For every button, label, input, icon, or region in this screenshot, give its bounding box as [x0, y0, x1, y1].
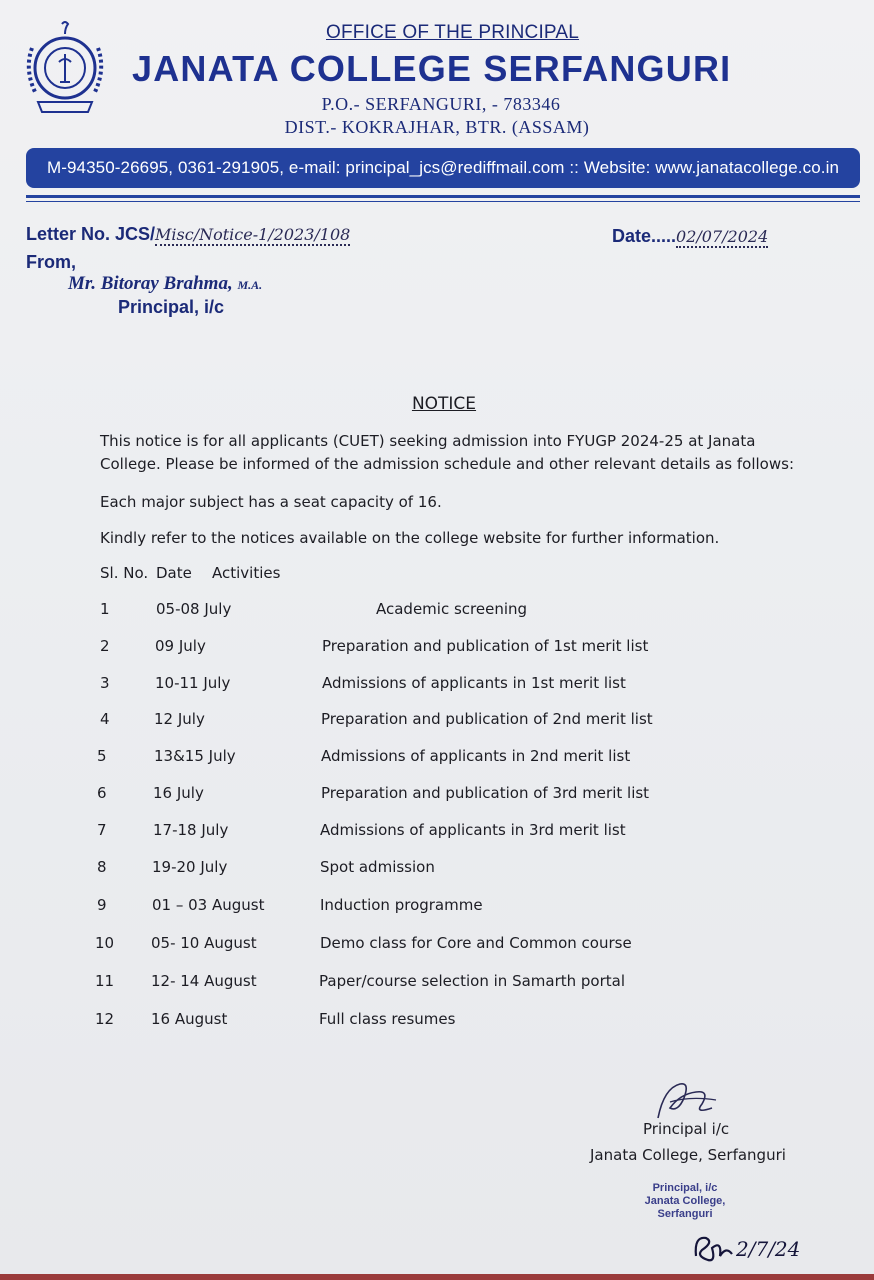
row-serial-number: 4 — [100, 710, 110, 728]
row-date: 16 August — [151, 1010, 228, 1028]
row-serial-number: 6 — [97, 784, 107, 802]
row-activity: Admissions of applicants in 3rd merit list — [320, 821, 626, 839]
column-header-activities: Activities — [212, 564, 281, 582]
row-activity: Paper/course selection in Samarth portal — [319, 972, 626, 990]
row-date: 10-11 July — [155, 674, 231, 692]
column-header-date: Date — [156, 564, 192, 582]
intro-line-1: This notice is for all applicants (CUET) seeking admission into FYUGP 2024-25 at Janata — [100, 432, 756, 450]
seat-capacity-text: Each major subject has a seat capacity of 16. — [100, 493, 442, 511]
row-date: 13&15 July — [154, 747, 236, 765]
from-name — [68, 273, 262, 295]
row-date: 05-08 July — [156, 600, 232, 618]
sender-name: Mr. Bitoray Brahma, — [68, 273, 233, 294]
initials-date: 2/7/24 — [736, 1237, 801, 1261]
row-serial-number: 11 — [95, 972, 115, 990]
notice-heading: NOTICE — [411, 394, 477, 414]
row-date: 12- 14 August — [151, 972, 257, 990]
row-date: 17-18 July — [153, 821, 229, 839]
row-activity: Preparation and publication of 2nd merit list — [321, 710, 653, 728]
notice-intro — [100, 430, 800, 476]
row-date: 12 July — [154, 710, 205, 728]
handwritten-initials — [690, 1226, 820, 1270]
header-rule — [26, 195, 860, 198]
principal-signature — [650, 1078, 720, 1122]
row-activity: Spot admission — [320, 858, 435, 876]
row-serial-number: 12 — [95, 1010, 115, 1028]
date-label: Date — [612, 226, 652, 246]
office-title: OFFICE OF THE PRINCIPAL — [326, 22, 580, 43]
row-date: 16 July — [153, 784, 204, 802]
column-header-sl: Sl. No. — [100, 564, 149, 582]
row-activity: Preparation and publication of 3rd merit list — [321, 784, 650, 802]
row-serial-number: 3 — [100, 674, 110, 692]
row-serial-number: 9 — [97, 896, 107, 914]
row-serial-number: 8 — [97, 858, 107, 876]
row-activity: Admissions of applicants in 2nd merit list — [321, 747, 631, 765]
address-line-2: DIST.- KOKRAJHAR, BTR. (ASSAM) — [284, 117, 590, 137]
letter-number — [26, 224, 350, 245]
row-date: 09 July — [155, 637, 206, 655]
sender-title: Principal, i/c — [118, 297, 225, 317]
from-label: From, — [26, 252, 77, 272]
stamp-line-3: Serfanguri — [657, 1208, 713, 1220]
row-date: 01 – 03 August — [152, 896, 265, 914]
contact-bar: M-94350-26695, 0361-291905, e-mail: principal_jcs@rediffmail.com :: Website: www.janatacollege.co.in — [26, 148, 860, 188]
row-date: 05- 10 August — [151, 934, 257, 952]
stamp-line-2: Janata College, — [644, 1195, 726, 1207]
row-activity: Induction programme — [320, 896, 483, 914]
row-serial-number: 1 — [100, 600, 110, 618]
row-serial-number: 5 — [97, 747, 107, 765]
college-name: JANATA COLLEGE SERFANGURI — [132, 48, 732, 89]
row-serial-number: 7 — [97, 821, 107, 839]
sender-qualification: M.A. — [237, 278, 263, 292]
row-serial-number: 10 — [95, 934, 115, 952]
header-rule-thin — [26, 201, 860, 202]
row-serial-number: 2 — [100, 637, 110, 655]
stamp-line-1: Principal, i/c — [652, 1182, 718, 1194]
row-activity: Academic screening — [376, 600, 528, 618]
row-date: 19-20 July — [152, 858, 228, 876]
row-activity: Preparation and publication of 1st merit list — [322, 637, 649, 655]
row-activity: Admissions of applicants in 1st merit list — [322, 674, 626, 692]
letter-date: Date.....02/07/2024 — [612, 226, 769, 246]
address-line-1: P.O.- SERFANGURI, - 783346 — [321, 94, 561, 114]
row-activity: Demo class for Core and Common course — [320, 934, 632, 952]
refer-website-text: Kindly refer to the notices available on the college website for further information. — [100, 529, 720, 547]
signature-title: Principal i/c — [643, 1120, 730, 1138]
paper-edge — [0, 1274, 874, 1280]
letter-no-value: Misc/Notice-1/2023/108 — [155, 225, 351, 244]
signature-college: Janata College, Serfanguri — [590, 1146, 786, 1164]
intro-line-2: College. Please be informed of the admission schedule and other relevant details as follows: — [100, 455, 794, 473]
row-activity: Full class resumes — [319, 1010, 456, 1028]
letter-no-label: Letter No. JCS/ — [26, 224, 156, 244]
date-value: 02/07/2024 — [676, 227, 769, 246]
